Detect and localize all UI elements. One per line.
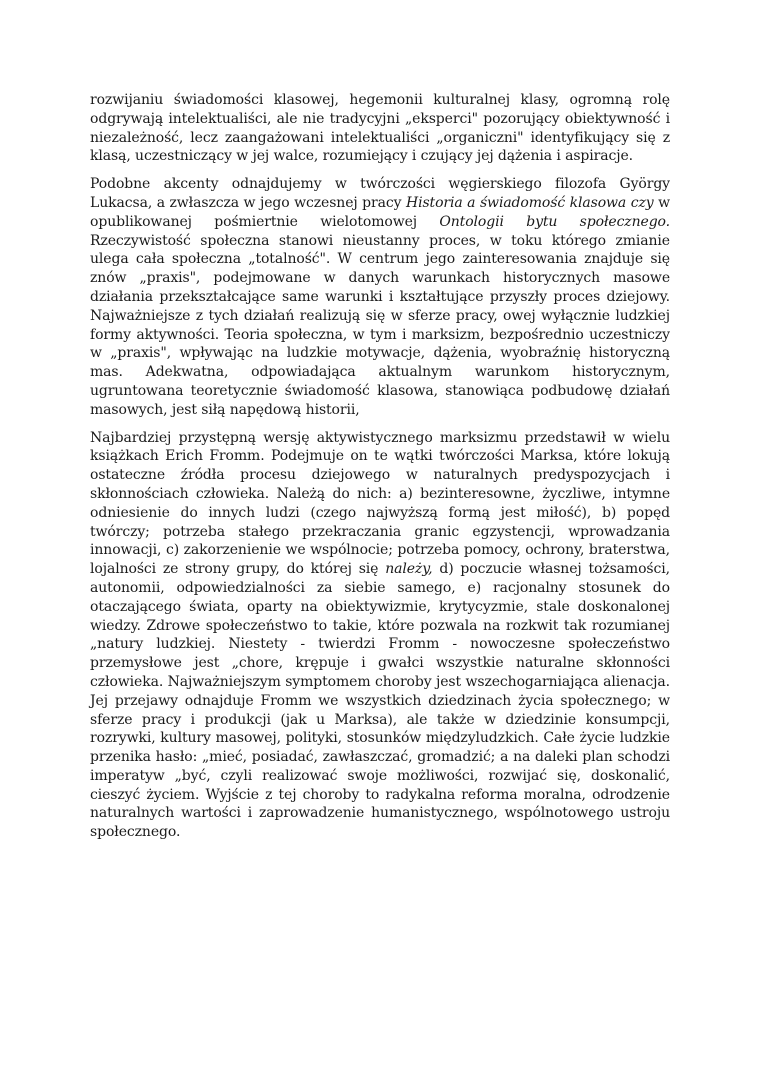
document-page — [90, 91, 670, 851]
paragraph-2-text: Podobne akcenty odnajdujemy w twórczości węgierskiego filozofa György Lukacsa, a zwłaszcza w jego wczesnej pracy — [90, 176, 670, 211]
paragraph-2-text: w opublikowanej pośmiertnie wielotomowej — [90, 194, 670, 230]
paragraph-2 — [90, 175, 670, 419]
book-title-ontologia: Ontologii bytu społecznego. — [439, 213, 670, 230]
paragraph-3-text: Najbardziej przystępną wersję aktywistycznego marksizmu przedstawił w wielu książkach Erich Fromm. Podejmuje on te wątki twórczości Marksa, które lokują ostateczne źródła procesu dziejowego w naturalnych predyspozycjach i skłonnościach człowieka. Należą do nich: a) bezinteresowne, życzliwe, intymne odniesienie do innych ludzi (czego najwyższą formą jest miłość), b) popęd twórczy; potrzeba stałego przekraczania granic egzystencji, wprowadzania innowacji, c) zakorzenienie we wspólnocie; potrzeba pomocy, ochrony, braterstwa, lojalności ze strony grupy, do której się — [90, 429, 670, 578]
paragraph-2-text: Rzeczywistość społeczna stanowi nieustanny proces, w toku którego zmianie ulega cała społeczna „totalność". W centrum jego zainteresowania znajduje się znów „praxis", podejmowane w danych warunkach historycznych masowe działania przekształcające same warunki i kształtujące przyszły proces dziejowy. Najważniejsze z tych działań realizują się w sferze pracy, owej wyłącznie ludzkiej formy aktywności. Teoria społeczna, w tym i marksizm, bezpośrednio uczestniczy w „praxis", wpływając na ludzkie motywacje, dążenia, wyobraźnię historyczną mas. Adekwatna, odpowiadająca aktualnym warunkom historycznym, ugruntowana teoretycznie świadomość klasowa, stanowiąca podbudowę działań masowych, jest siłą napędową historii, — [90, 232, 670, 418]
paragraph-3 — [90, 429, 670, 843]
paragraph-1-text: rozwijaniu świadomości klasowej, hegemonii kulturalnej klasy, ogromną rolę odgrywają intelektualiści, ale nie tradycyjni „eksperci" pozorujący obiektywność i niezależność, lecz zaangażowani intelektualiści „organiczni" identyfikujący się z klasą, uczestniczący w jej walce, rozumiejący i czujący jej dążenia i aspiracje. — [90, 92, 670, 165]
paragraph-3-text: d) poczucie własnej tożsamości, autonomii, odpowiedzialności za siebie samego, e) racjonalny stosunek do otaczającego świata, oparty na obiektywizmie, krytycyzmie, stale doskonalonej wiedzy. Zdrowe społeczeństwo to takie, które pozwala na rozkwit tak rozumianej „natury ludzkiej. Niestety - twierdzi Fromm - nowoczesne społeczeństwo przemysłowe jest „chore, krępuje i gwałci wszystkie naturalne skłonności człowieka. Najważniejszym symptomem choroby jest wszechogarniająca alienacja. Jej przejawy odnajduje Fromm we wszystkich dziedzinach życia społecznego; w sferze pracy i produkcji (jak u Marksa), ale także w dziedzinie konsumpcji, rozrywki, kultury masowej, polityki, stosunków międzyludzkich. Całe życie ludzkie przenika hasło: „mieć, posiadać, zawłaszczać, gromadzić; a na daleki plan schodzi imperatyw „być, czyli realizować swoje możliwości, rozwijać się, doskonalić, cieszyć życiem. Wyjście z tej choroby to radykalna reforma moralna, odrodzenie naturalnych wartości i zaprowadzenie humanistycznego, wspólnotowego ustroju społecznego. — [90, 561, 670, 841]
paragraph-1 — [90, 91, 670, 166]
book-title-historia: Historia a świadomość klasowa czy — [405, 194, 654, 211]
emphasis-nalezy: należy, — [385, 561, 433, 578]
